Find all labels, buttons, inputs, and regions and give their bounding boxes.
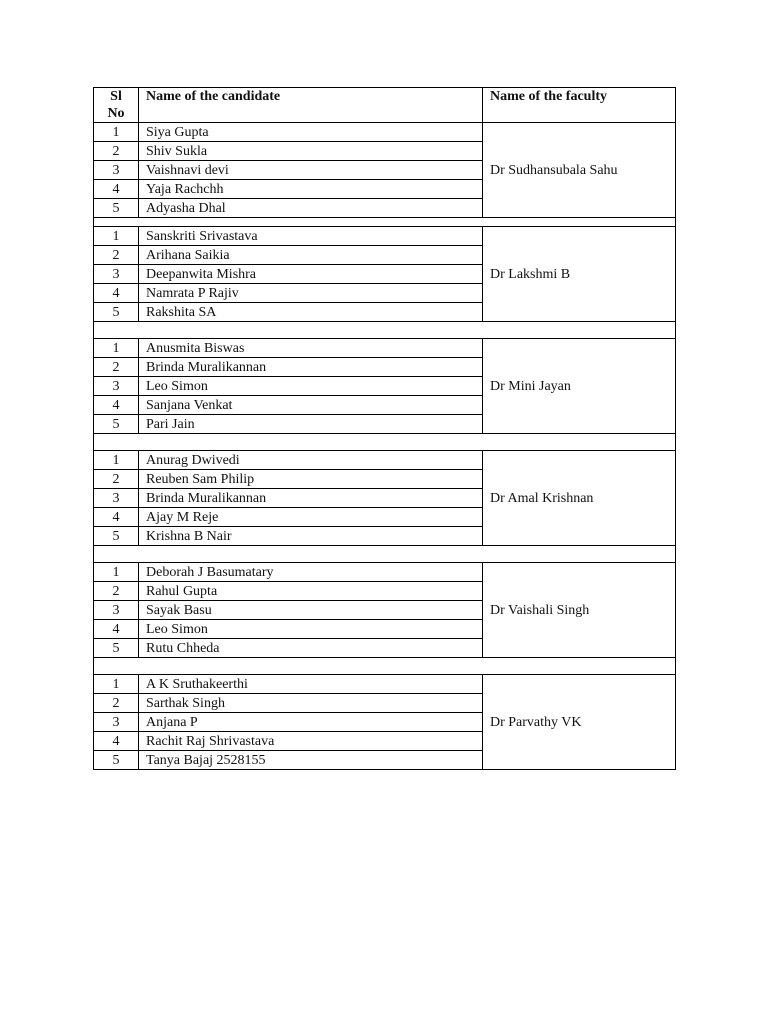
sl-no-cell: 4 — [94, 180, 139, 199]
sl-no-cell: 5 — [94, 639, 139, 658]
table-row — [94, 675, 676, 694]
candidate-name-cell: Anurag Dwivedi — [139, 451, 483, 470]
sl-no-cell: 3 — [94, 377, 139, 396]
sl-no-cell: 3 — [94, 265, 139, 284]
table-body — [94, 123, 676, 770]
sl-no-cell: 4 — [94, 396, 139, 415]
group-separator-row — [94, 218, 676, 227]
faculty-name-cell: Dr Vaishali Singh — [483, 563, 676, 658]
table-row — [94, 227, 676, 246]
sl-no-cell: 3 — [94, 161, 139, 180]
candidate-name-cell: Anjana P — [139, 713, 483, 732]
sl-no-cell: 4 — [94, 284, 139, 303]
sl-no-cell: 5 — [94, 199, 139, 218]
candidate-name-cell: Pari Jain — [139, 415, 483, 434]
candidate-name-cell: Siya Gupta — [139, 123, 483, 142]
candidate-name-cell: Brinda Muralikannan — [139, 489, 483, 508]
faculty-name-cell: Dr Sudhansubala Sahu — [483, 123, 676, 218]
sl-no-cell: 1 — [94, 227, 139, 246]
candidate-name-cell: Deborah J Basumatary — [139, 563, 483, 582]
faculty-name-cell: Dr Lakshmi B — [483, 227, 676, 322]
candidate-name-cell: A K Sruthakeerthi — [139, 675, 483, 694]
separator-cell — [94, 434, 676, 451]
sl-no-cell: 1 — [94, 339, 139, 358]
table-row — [94, 563, 676, 582]
sl-no-cell: 1 — [94, 451, 139, 470]
candidate-name-cell: Namrata P Rajiv — [139, 284, 483, 303]
sl-no-cell: 2 — [94, 694, 139, 713]
candidate-name-cell: Sanjana Venkat — [139, 396, 483, 415]
candidate-name-cell: Deepanwita Mishra — [139, 265, 483, 284]
sl-no-cell: 2 — [94, 246, 139, 265]
candidate-name-cell: Sanskriti Srivastava — [139, 227, 483, 246]
sl-no-cell: 5 — [94, 303, 139, 322]
candidate-name-cell: Ajay M Reje — [139, 508, 483, 527]
candidate-name-cell: Anusmita Biswas — [139, 339, 483, 358]
sl-no-cell: 1 — [94, 675, 139, 694]
separator-cell — [94, 546, 676, 563]
group-separator-row — [94, 322, 676, 339]
table-row — [94, 339, 676, 358]
faculty-name-cell: Dr Mini Jayan — [483, 339, 676, 434]
candidate-name-cell: Sarthak Singh — [139, 694, 483, 713]
table-row — [94, 123, 676, 142]
candidate-name-cell: Vaishnavi devi — [139, 161, 483, 180]
header-row — [94, 88, 676, 123]
group-separator-row — [94, 546, 676, 563]
sl-no-cell: 2 — [94, 142, 139, 161]
header-faculty: Name of the faculty — [483, 88, 676, 123]
sl-no-cell: 3 — [94, 713, 139, 732]
faculty-name-cell: Dr Parvathy VK — [483, 675, 676, 770]
sl-no-cell: 1 — [94, 123, 139, 142]
candidate-name-cell: Arihana Saikia — [139, 246, 483, 265]
candidate-name-cell: Yaja Rachchh — [139, 180, 483, 199]
header-candidate: Name of the candidate — [139, 88, 483, 123]
candidate-name-cell: Rahul Gupta — [139, 582, 483, 601]
separator-cell — [94, 218, 676, 227]
allocation-table — [93, 87, 676, 770]
sl-no-cell: 5 — [94, 415, 139, 434]
sl-no-cell: 2 — [94, 582, 139, 601]
sl-no-cell: 4 — [94, 508, 139, 527]
candidate-name-cell: Leo Simon — [139, 620, 483, 639]
sl-no-cell: 4 — [94, 620, 139, 639]
candidate-name-cell: Sayak Basu — [139, 601, 483, 620]
candidate-name-cell: Leo Simon — [139, 377, 483, 396]
sl-no-cell: 2 — [94, 470, 139, 489]
sl-no-cell: 4 — [94, 732, 139, 751]
faculty-name-cell: Dr Amal Krishnan — [483, 451, 676, 546]
candidate-name-cell: Tanya Bajaj 2528155 — [139, 751, 483, 770]
candidate-name-cell: Shiv Sukla — [139, 142, 483, 161]
header-sl-no: Sl No — [94, 88, 139, 123]
candidate-name-cell: Rachit Raj Shrivastava — [139, 732, 483, 751]
sl-no-cell: 3 — [94, 489, 139, 508]
sl-no-cell: 3 — [94, 601, 139, 620]
group-separator-row — [94, 434, 676, 451]
candidate-name-cell: Rutu Chheda — [139, 639, 483, 658]
group-separator-row — [94, 658, 676, 675]
sl-no-cell: 2 — [94, 358, 139, 377]
candidate-name-cell: Rakshita SA — [139, 303, 483, 322]
sl-no-cell: 5 — [94, 527, 139, 546]
separator-cell — [94, 658, 676, 675]
table-row — [94, 451, 676, 470]
candidate-name-cell: Brinda Muralikannan — [139, 358, 483, 377]
separator-cell — [94, 322, 676, 339]
candidate-name-cell: Adyasha Dhal — [139, 199, 483, 218]
sl-no-cell: 1 — [94, 563, 139, 582]
candidate-name-cell: Reuben Sam Philip — [139, 470, 483, 489]
sl-no-cell: 5 — [94, 751, 139, 770]
candidate-name-cell: Krishna B Nair — [139, 527, 483, 546]
